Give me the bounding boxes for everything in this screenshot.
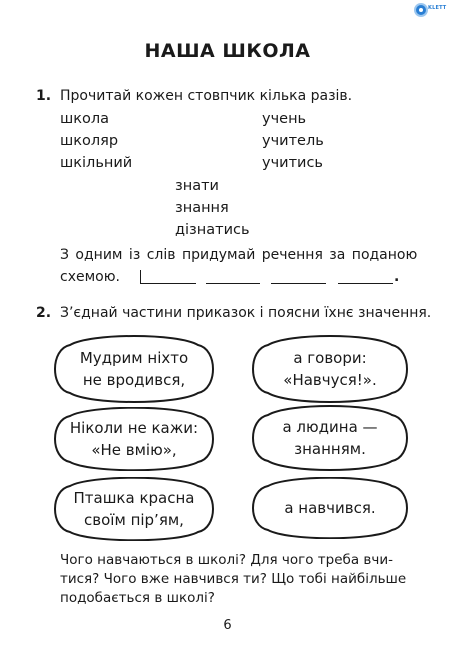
task2-instruction: З’єднай частини приказок і поясни їхнє значення. <box>60 305 432 321</box>
proverb-text-line: Мудрим ніхто <box>79 349 189 367</box>
task2-number: 2. <box>36 305 52 321</box>
proverb-text-line: а людина — <box>282 418 378 436</box>
task1-instruction: Прочитай кожен стовпчик кілька разів. <box>60 88 353 104</box>
question-line: тися? Чого вже навчився ти? Що тобі найбільше <box>60 571 407 587</box>
proverb-text-line: «Не вмію», <box>91 441 177 459</box>
task2-questions <box>60 551 406 608</box>
proverb-text-line: а говори: <box>293 349 367 367</box>
word-column-right <box>262 108 324 174</box>
word-item: учень <box>262 111 307 127</box>
proverb-text-line: своїм пір’ям, <box>84 511 184 529</box>
word-item: знати <box>175 178 219 194</box>
word-item: школа <box>60 111 110 127</box>
proverb-end-3[interactable] <box>248 477 412 539</box>
question-line: Чого навчаються в школі? Для чого треба вчи- <box>60 552 394 568</box>
proverb-end-2[interactable] <box>248 405 412 471</box>
word-item: знання <box>175 200 229 216</box>
proverb-text-line: а навчився. <box>284 499 376 517</box>
word-item: учитель <box>262 133 324 149</box>
proverb-text-line: знанням. <box>294 440 366 458</box>
scheme-blank <box>338 283 393 284</box>
word-item: шкільний <box>60 155 133 171</box>
publisher-logo-text: KLETT <box>428 5 447 11</box>
proverb-start-1[interactable] <box>50 335 218 403</box>
proverb-start-2[interactable] <box>50 407 218 471</box>
word-item: дізнатись <box>175 222 250 238</box>
page-number: 6 <box>223 618 232 633</box>
publisher-logo-icon <box>414 3 428 17</box>
proverb-start-3[interactable] <box>50 477 218 541</box>
scheme-blank <box>271 283 326 284</box>
proverb-text-line: Ніколи не кажи: <box>69 419 199 437</box>
task1-followup-line1: З одним із слів придумай речення за поданою <box>60 247 418 263</box>
task1-number: 1. <box>36 88 52 104</box>
scheme-blank <box>206 283 260 284</box>
word-item: учитись <box>262 155 323 171</box>
proverb-text-line: «Навчуся!». <box>283 371 377 389</box>
page-title: НАША ШКОЛА <box>144 40 311 62</box>
proverb-end-1[interactable] <box>248 335 412 403</box>
question-line: подобається в школі? <box>60 590 215 606</box>
proverb-text-line: Пташка красна <box>73 489 195 507</box>
word-column-left <box>60 108 132 174</box>
proverb-text-line: не вродився, <box>82 371 186 389</box>
scheme-blank <box>140 283 196 284</box>
scheme-period: . <box>394 269 400 285</box>
scheme-start-marker <box>140 270 141 284</box>
task1-followup-line2: схемою. <box>60 269 120 285</box>
word-item: школяр <box>60 133 119 149</box>
word-column-center <box>175 175 250 241</box>
